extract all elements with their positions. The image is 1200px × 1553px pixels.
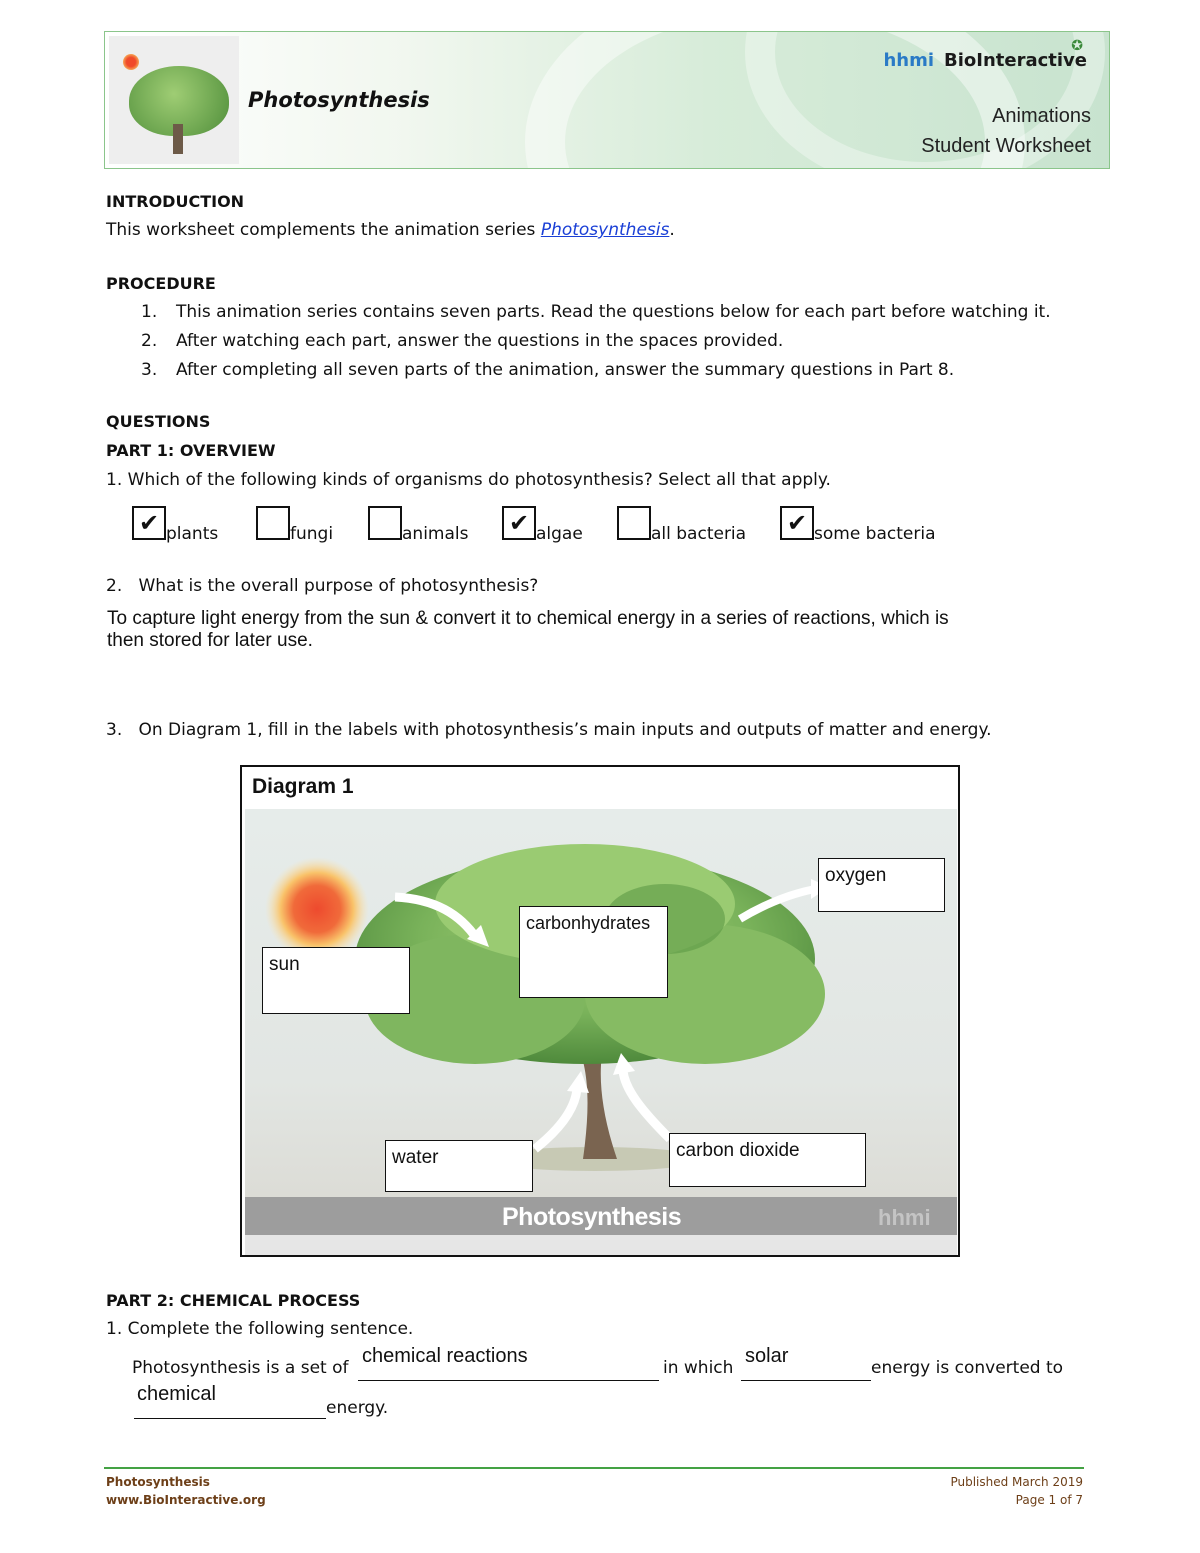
intro-text bbox=[106, 219, 675, 241]
question-text: What is the overall purpose of photosynthesis? bbox=[138, 576, 539, 596]
tree-trunk bbox=[173, 124, 183, 154]
checkbox-checked[interactable]: ✔ bbox=[502, 506, 536, 540]
label-water[interactable]: water bbox=[385, 1140, 533, 1192]
question-text: On Diagram 1, fill in the labels with photosynthesis’s main inputs and outputs of matter and energy. bbox=[138, 720, 992, 740]
procedure-heading: PROCEDURE bbox=[106, 274, 216, 293]
document-title: Photosynthesis bbox=[248, 88, 430, 112]
option-label: all bacteria bbox=[651, 524, 747, 544]
answer-line: then stored for later use. bbox=[107, 630, 313, 651]
answer-blank-2-value: solar bbox=[745, 1345, 789, 1367]
questions-heading: QUESTIONS bbox=[106, 412, 211, 431]
answer-line: To capture light energy from the sun & convert it to chemical energy in a series of reactions, which is bbox=[107, 608, 949, 629]
sentence-part: energy is converted to bbox=[871, 1358, 1064, 1378]
option-plants[interactable] bbox=[132, 506, 218, 542]
part1-heading: PART 1: OVERVIEW bbox=[106, 441, 276, 460]
option-fungi[interactable] bbox=[256, 506, 333, 542]
procedure-list bbox=[106, 301, 1106, 388]
option-algae[interactable] bbox=[502, 506, 583, 542]
question-3 bbox=[106, 719, 992, 741]
intro-text-after: . bbox=[669, 220, 675, 240]
option-label: algae bbox=[536, 524, 583, 544]
question-number: 3. bbox=[106, 720, 123, 740]
option-label: some bacteria bbox=[814, 524, 936, 544]
question-text: Which of the following kinds of organisms do photosynthesis? Select all that apply. bbox=[127, 470, 831, 490]
checkbox-checked[interactable]: ✔ bbox=[132, 506, 166, 540]
header-subtitle-animations: Animations bbox=[992, 105, 1091, 127]
brand-logo bbox=[883, 50, 1087, 71]
diagram-title: Diagram 1 bbox=[252, 775, 354, 798]
procedure-item-number: 2. bbox=[141, 331, 158, 351]
checkbox-unchecked[interactable] bbox=[617, 506, 651, 540]
option-label: animals bbox=[402, 524, 469, 544]
sun-icon bbox=[123, 54, 139, 70]
diagram-bottom-strip bbox=[245, 1235, 957, 1255]
footer-title: Photosynthesis bbox=[106, 1475, 210, 1489]
question-2 bbox=[106, 575, 538, 597]
brand-name: BioInteractive bbox=[944, 50, 1087, 71]
lizard-logo-icon: ✪ bbox=[1071, 38, 1083, 54]
question-text: Complete the following sentence. bbox=[127, 1319, 414, 1339]
checkbox-unchecked[interactable] bbox=[256, 506, 290, 540]
sentence-part: Photosynthesis is a set of bbox=[132, 1358, 349, 1378]
procedure-item bbox=[106, 359, 1106, 388]
diagram-band-logo: hhmi bbox=[878, 1205, 931, 1230]
procedure-item bbox=[106, 330, 1106, 359]
footer-page-number: Page 1 of 7 bbox=[1015, 1493, 1083, 1507]
option-label: fungi bbox=[290, 524, 334, 544]
option-animals[interactable] bbox=[368, 506, 468, 542]
part2-heading: PART 2: CHEMICAL PROCESS bbox=[106, 1291, 361, 1310]
intro-heading: INTRODUCTION bbox=[106, 192, 245, 211]
header-banner bbox=[104, 31, 1110, 169]
question-1 bbox=[106, 469, 831, 491]
option-all-bacteria[interactable] bbox=[617, 506, 746, 542]
option-some-bacteria[interactable] bbox=[780, 506, 936, 542]
question-number: 1. bbox=[106, 1319, 123, 1339]
answer-blank-1-value: chemical reactions bbox=[362, 1345, 528, 1367]
intro-text-before: This worksheet complements the animation series bbox=[106, 220, 541, 240]
answer-blank-3-value: chemical bbox=[137, 1383, 216, 1405]
diagram-band-title: Photosynthesis bbox=[502, 1203, 682, 1231]
diagram-1 bbox=[240, 765, 960, 1257]
procedure-item-text: This animation series contains seven parts. Read the questions below for each part before watching it. bbox=[176, 302, 1051, 322]
question-number: 1. bbox=[106, 470, 123, 490]
question-number: 2. bbox=[106, 576, 123, 596]
sentence-part: energy. bbox=[326, 1398, 389, 1418]
checkbox-unchecked[interactable] bbox=[368, 506, 402, 540]
photosynthesis-link[interactable]: Photosynthesis bbox=[540, 220, 670, 240]
label-carbohydrates[interactable]: carbonhydrates bbox=[519, 906, 668, 998]
sentence-part: in which bbox=[663, 1358, 734, 1378]
procedure-item-text: After watching each part, answer the questions in the spaces provided. bbox=[176, 331, 784, 351]
footer-website[interactable]: www.BioInteractive.org bbox=[106, 1493, 266, 1507]
brand-hhmi: hhmi bbox=[883, 50, 934, 71]
procedure-item bbox=[106, 301, 1106, 330]
label-sun[interactable]: sun bbox=[262, 947, 410, 1014]
header-subtitle-worksheet: Student Worksheet bbox=[921, 135, 1091, 157]
procedure-item-number: 3. bbox=[141, 360, 158, 380]
label-carbon-dioxide[interactable]: carbon dioxide bbox=[669, 1133, 866, 1187]
checkbox-checked[interactable]: ✔ bbox=[780, 506, 814, 540]
procedure-item-text: After completing all seven parts of the animation, answer the summary questions in Part 8. bbox=[176, 360, 955, 380]
sun-icon bbox=[265, 857, 369, 961]
procedure-item-number: 1. bbox=[141, 302, 158, 322]
label-oxygen[interactable]: oxygen bbox=[818, 858, 945, 912]
option-label: plants bbox=[166, 524, 219, 544]
footer-divider bbox=[104, 1467, 1084, 1469]
part2-question-1 bbox=[106, 1318, 413, 1340]
tree-thumbnail-image bbox=[109, 36, 239, 164]
footer-published: Published March 2019 bbox=[950, 1475, 1083, 1489]
